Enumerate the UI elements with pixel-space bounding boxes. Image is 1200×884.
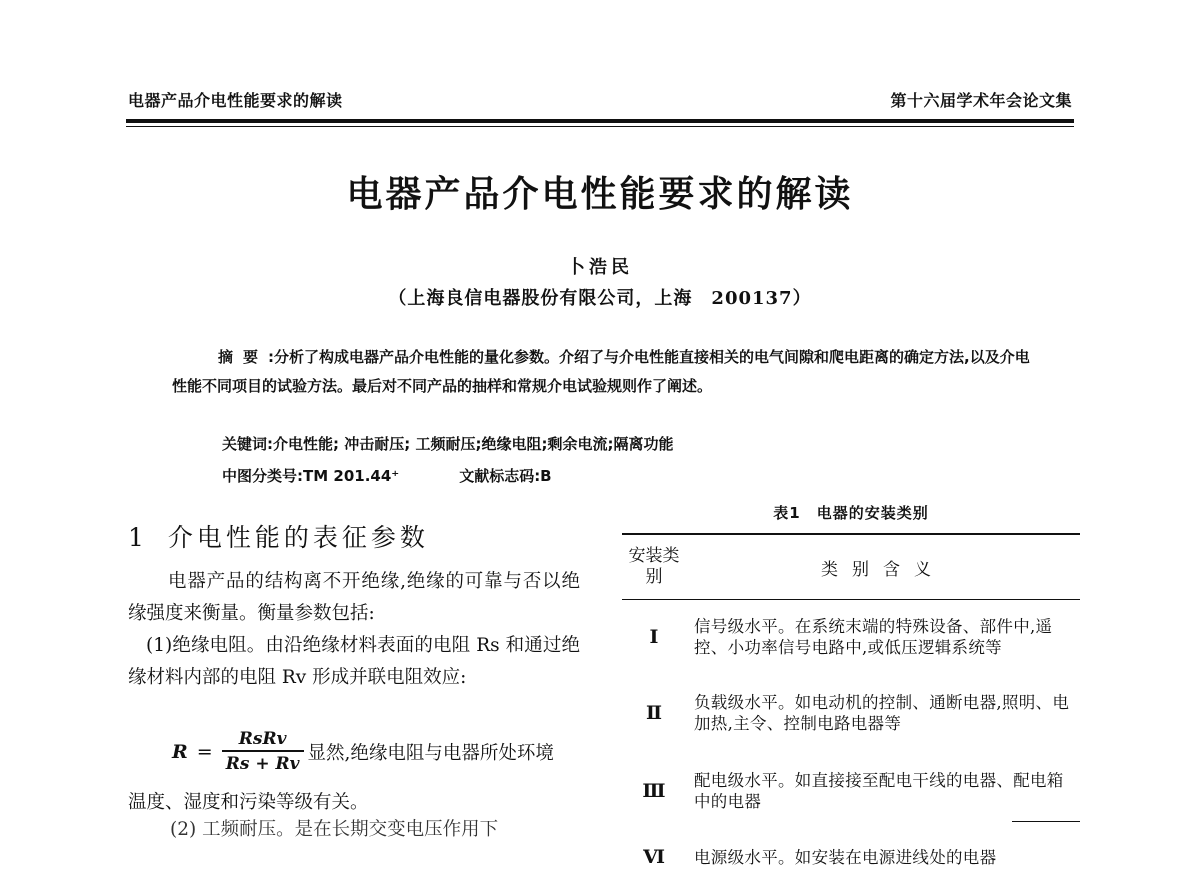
- running-title-left: 电器产品介电性能要求的解读: [128, 91, 343, 110]
- table-cell-category: Ⅲ: [642, 780, 666, 802]
- table-row: [622, 600, 1080, 675]
- header-rule-thin: [126, 126, 1074, 127]
- paper-title: 电器产品介电性能要求的解读: [346, 174, 854, 215]
- abstract-label: 摘要: [218, 348, 269, 366]
- paragraph-1: 电器产品的结构离不开绝缘,绝缘的可靠与否以绝缘强度来衡量。衡量参数包括:: [128, 571, 580, 624]
- author: 卜浩民: [567, 257, 633, 278]
- formula-line: [172, 728, 554, 776]
- table-cell-category: Ⅰ: [649, 626, 659, 648]
- table-cell-category: Ⅱ: [645, 702, 662, 724]
- formula-equals: =: [196, 740, 213, 763]
- classification-line: [222, 465, 552, 486]
- formula-numerator: RsRv: [238, 729, 287, 749]
- cut-off-text: (2) 工频耐压。是在长期交变电压作用下: [170, 819, 499, 840]
- affiliation: （上海良信电器股份有限公司，上海 200137）: [388, 288, 812, 309]
- formula-lhs: R: [172, 740, 188, 763]
- table-header-category: 安装类别: [628, 546, 680, 587]
- paragraph-2: (1)绝缘电阻。由沿绝缘材料表面的电阻 Rs 和通过绝缘材料内部的电阻 Rv 形成并联电阻效应:: [128, 635, 580, 688]
- table-header-meaning: 类别含义: [821, 559, 945, 580]
- table-1: [622, 533, 1080, 884]
- formula-fraction: [222, 728, 304, 776]
- keywords: 关键词:介电性能; 冲击耐压; 工频耐压;绝缘电阻;剩余电流;隔离功能: [222, 435, 674, 453]
- running-title-right: 第十六届学术年会论文集: [890, 91, 1072, 110]
- section-heading: [128, 518, 429, 554]
- cut-off-line: [170, 818, 580, 840]
- table-bottom-rule: [1012, 821, 1080, 822]
- abstract-text: :分析了构成电器产品介电性能的量化参数。介绍了与介电性能直接相关的电气间隙和爬电距离的确定方法,以及介电性能不同项目的试验方法。最后对不同产品的抽样和常规介电试验规则作了阐述。: [172, 348, 1030, 395]
- table-caption: 表1 电器的安装类别: [773, 504, 929, 522]
- section-title: 介电性能的表征参数: [167, 523, 429, 552]
- formula-tail-text: 显然,绝缘电阻与电器所处环境: [307, 742, 554, 764]
- table-row: [622, 752, 1080, 830]
- section-number: 1: [128, 523, 148, 552]
- table-cell-meaning: 信号级水平。在系统末端的特殊设备、部件中,遥控、小功率信号电路中,或低压逻辑系统等: [694, 617, 1053, 657]
- paragraph-3: 温度、湿度和污染等级有关。: [128, 792, 369, 813]
- formula-denominator: Rs + Rv: [225, 753, 300, 774]
- classification-number: 中图分类号:TM 201.44⁺: [222, 467, 400, 485]
- table-cell-meaning: 电源级水平。如安装在电源进线处的电器: [694, 847, 997, 867]
- table-header-row: [622, 534, 1080, 600]
- table-row: [622, 674, 1080, 752]
- table-row: [622, 830, 1080, 884]
- table-cell-category: Ⅵ: [643, 846, 665, 868]
- table-cell-meaning: 负载级水平。如电动机的控制、通断电器,照明、电加热,主令、控制电路电器等: [694, 693, 1070, 733]
- table-cell-meaning: 配电级水平。如直接接至配电干线的电器、配电箱中的电器: [694, 771, 1064, 811]
- header-rule-thick: [126, 119, 1074, 123]
- document-code: 文献标志码:B: [459, 467, 552, 485]
- abstract: [172, 343, 1040, 401]
